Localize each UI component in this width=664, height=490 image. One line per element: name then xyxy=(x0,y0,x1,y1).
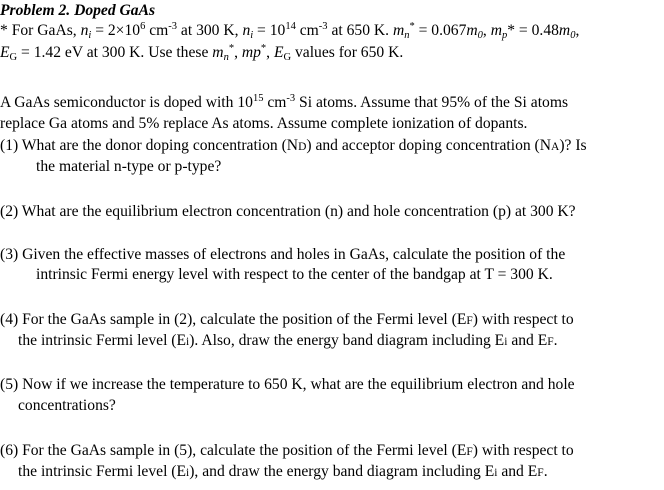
problem-title: Problem 2. Doped GaAs xyxy=(0,2,156,19)
question-6-line-1: (6) For the GaAs sample in (5), calculate the position of the Fermi level (EF) with respect to xyxy=(0,442,574,459)
question-3-line-1: (3) Given the effective masses of electrons and holes in GaAs, calculate the position of the xyxy=(0,246,566,263)
given-line-1: * For GaAs, $n_i = 2\times 10^6$ $cm^{-3}$ at 300 K, $n_i = 10^{14}$ $cm^{-3}$ at 650 K. $m_n^* = 0.067m_0$, $m_p* = 0.48m_0$, xyxy=(0,21,580,41)
question-4-line-2: the intrinsic Fermi level (Ei). Also, draw the energy band diagram including Ei and EF. xyxy=(18,332,558,349)
intro-line-2: replace Ga atoms and 5% replace As atoms. Assume complete ionization of dopants. xyxy=(0,115,528,132)
question-1-line-1: (1) What are the donor doping concentration (ND) and acceptor doping concentration (NA)? Is xyxy=(0,137,587,154)
intro-line-1: A GaAs semiconductor is doped with $10^{15}$ $cm^{-3}$ Si atoms. Assume that 95% of the Si atoms xyxy=(0,93,569,111)
given-line-2: $E_G = 1.42$ eV at 300 K. Use these $m_n^*$, mp*, $E_G$ values for 650 K. xyxy=(0,43,404,63)
question-4-line-1: (4) For the GaAs sample in (2), calculate the position of the Fermi level (EF) with respect to xyxy=(0,311,574,328)
question-5-line-2: concentrations? xyxy=(18,397,116,414)
question-3-line-2: intrinsic Fermi energy level with respect to the center of the bandgap at T = 300 K. xyxy=(36,266,553,283)
question-1-line-2: the material n-type or p-type? xyxy=(36,158,222,175)
question-6-line-2: the intrinsic Fermi level (Ei), and draw the energy band diagram including Ei and EF. xyxy=(18,463,548,480)
question-2-line-1: (2) What are the equilibrium electron concentration (n) and hole concentration (p) at 300 K? xyxy=(0,203,576,220)
question-5-line-1: (5) Now if we increase the temperature to 650 K, what are the equilibrium electron and hole xyxy=(0,376,575,393)
